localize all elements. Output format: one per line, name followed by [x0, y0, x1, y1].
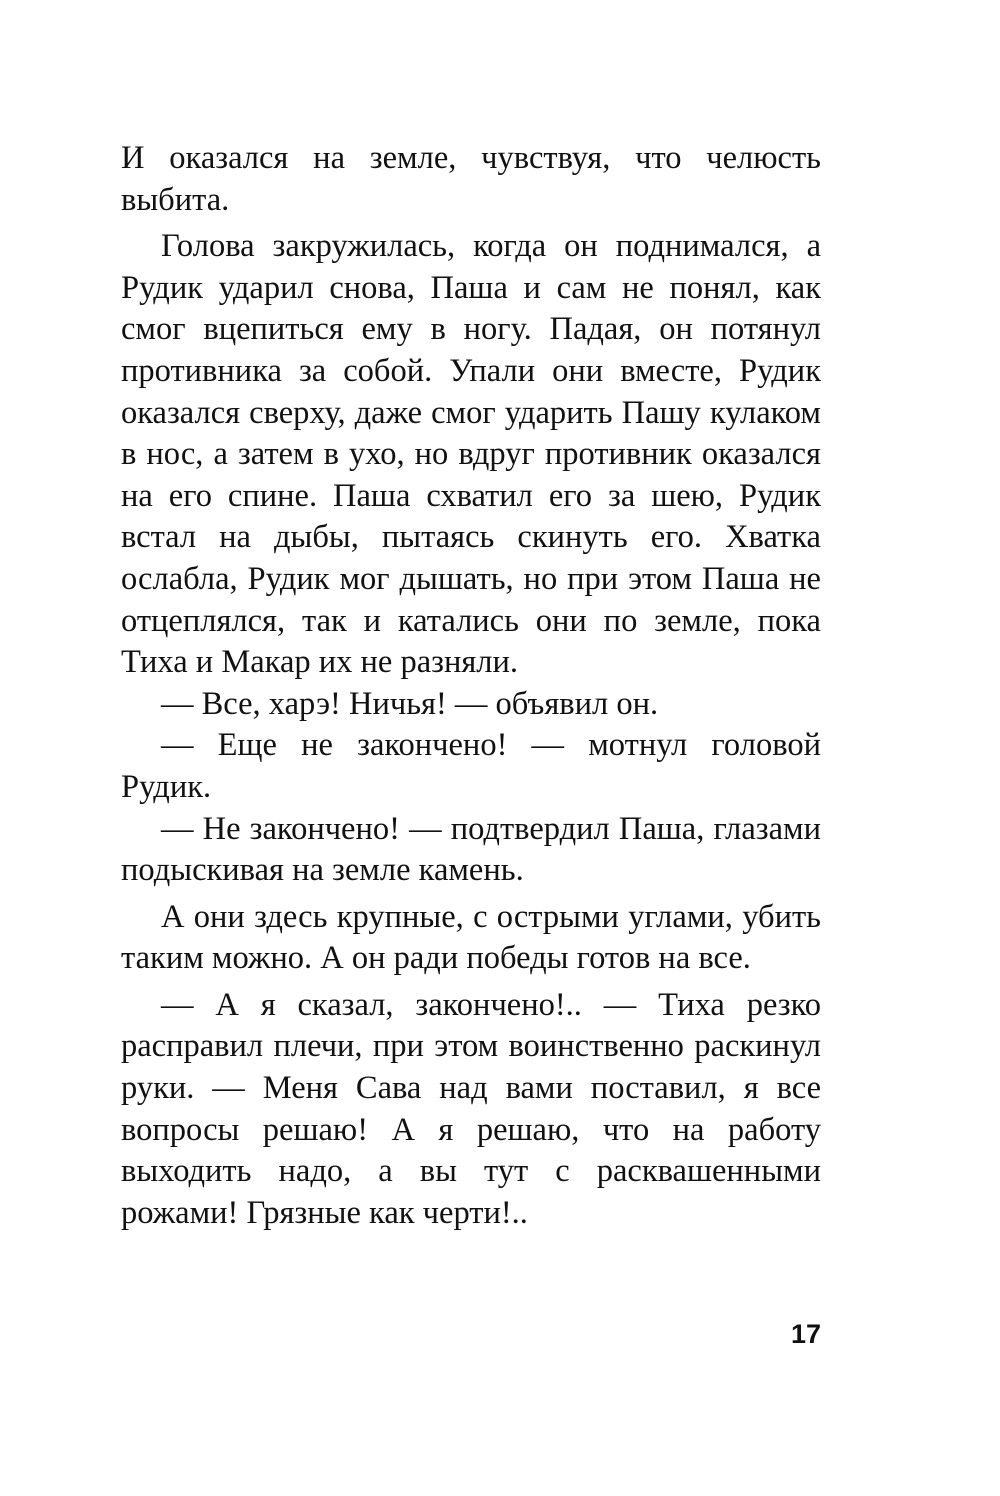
dialogue-line-1: — Все, харэ! Ничья! — объявил он. [161, 685, 659, 722]
dialogue-line-2: — Еще не закончено! — мотнул головой Рудик. [121, 727, 821, 805]
paragraph-1: И оказался на земле, чувствуя, что челюсть выбита. [121, 140, 821, 218]
dialogue-line-4: — А я сказал, закончено!.. — Тиха резко расправил плечи, при этом воинственно раскинул руки. — Меня Сава над вами поставил, я все вопросы решаю! А я решаю, что на работу выходить надо, а вы тут с расквашенными рожами! Грязные как черти!.. [121, 986, 821, 1231]
dialogue-line-3: — Не закончено! — подтвердил Паша, глазами подыскивая на земле камень. [121, 810, 821, 889]
body-text [121, 138, 821, 1234]
paragraph-3: А они здесь крупные, с острыми углами, убить таким можно. А он ради победы готов на все. [121, 898, 821, 977]
paragraph-2: Голова закружилась, когда он поднимался, а Рудик ударил снова, Паша и сам не понял, как смог вцепиться ему в ногу. Падая, он потянул противника за собой. Упали они вместе, Рудик оказался сверху, даже смог ударить Пашу кулаком в нос, а затем в ухо, но вдруг противник оказался на его спине. Паша схватил его за шею, Рудик встал на дыбы, пытаясь скинуть его. Хватка ослабла, Рудик мог дышать, но при этом Паша не отцеплялся, так и катались они по земле, пока Тиха и Макар их не разняли. [121, 228, 821, 681]
page-number: 17 [790, 1319, 821, 1349]
